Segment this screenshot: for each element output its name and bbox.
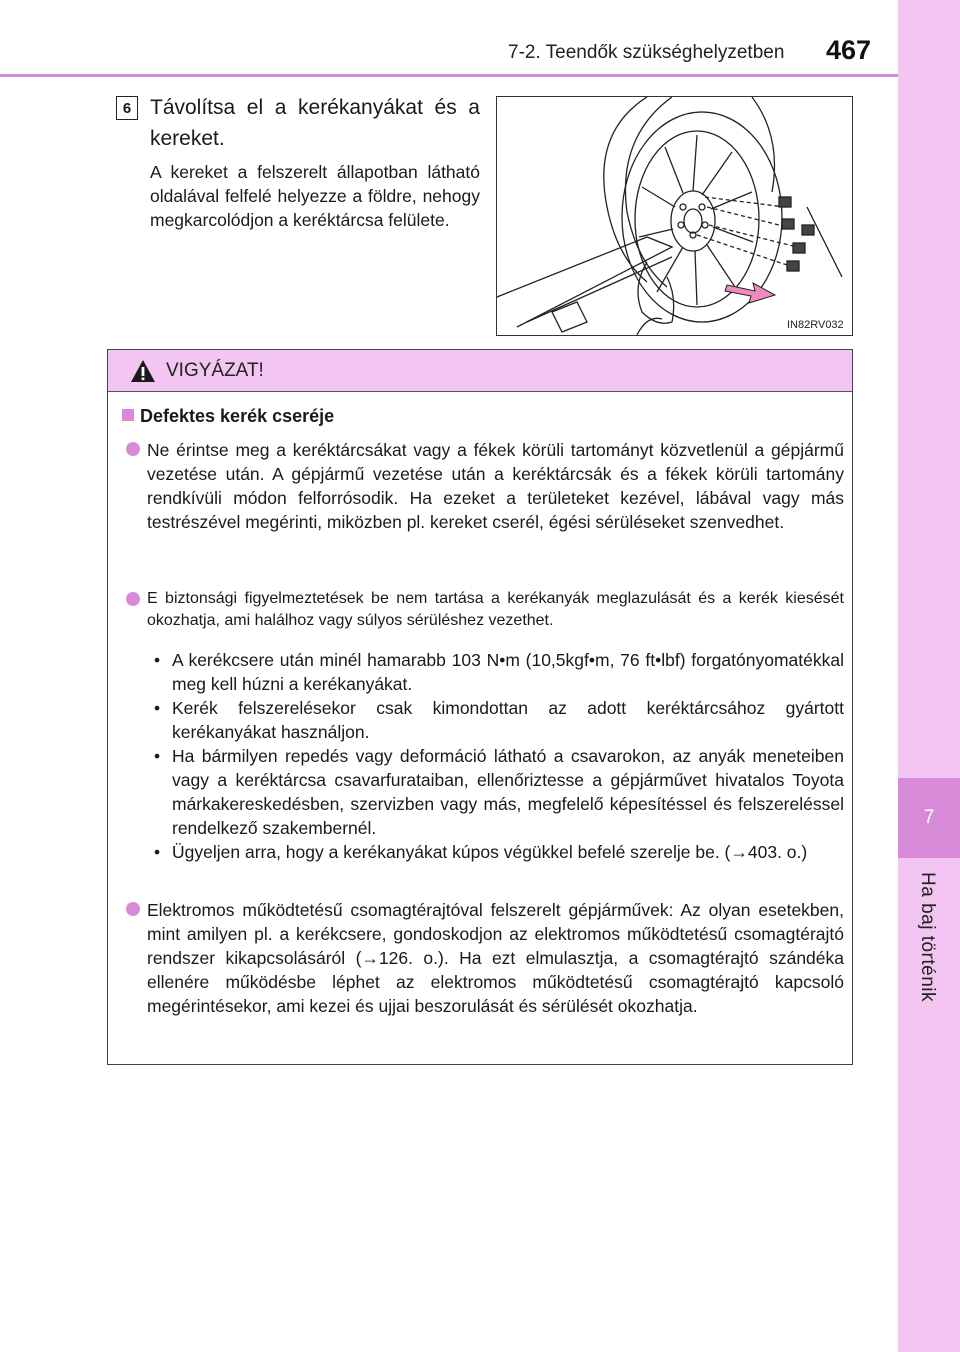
bullet-cracks: • Ha bármilyen repedés vagy deformáció látható a csavarokon, az anyák meneteiben vagy a keréktárcsa csavarfurataiban, ellenőriztesse a gépjárművet hivatalos Toyota márkakereskedésben, szervizben vagy más, megfelelő képesítéssel és felszereléssel rendelkező szakembernél. [146,744,844,840]
bullet-nuts: • Kerék felszerelésekor csak kimondottan az adott keréktárcsához gyártott kerékanyákat használjon. [146,696,844,744]
wheel-illustration-drawing [497,97,852,335]
step-number: 6 [116,96,138,120]
step-text: A kereket a felszerelt állapotban látható oldalával felfelé helyezze a földre, nehogy megkarcolódjon a keréktárcsa felülete. [150,162,480,230]
chapter-title: Ha baj történik [917,872,938,1003]
page-number: 467 [826,35,872,65]
warning-section-title [122,406,334,427]
section-square-icon [122,409,134,421]
warning-header [108,350,852,392]
figure-code: IN82RV032 [787,319,844,331]
warning-box [107,349,853,1065]
warning-item-3: Elektromos működtetésű csomagtérajtóval felszerelt gépjárművek: Az olyan esetekben, mint amilyen pl. a kerékcsere, gondoskodjon az elektromos működtetésű csomagtérajtó rendszer kikapcsolásáról (→126. o.). Ha ezt elmulasztja, a csomagtérajtó szándéka ellenére működésbe léphet az elektromos működtetésű csomagtérajtó kapcsoló megérintésekor, ami kezei és ujjai beszorulását és sérülését okozhatja. [122,898,844,1018]
chapter-sidebar [898,0,960,1352]
warning-triangle-icon [130,359,156,383]
warning-title: VIGYÁZAT! [166,360,264,381]
section-title: 7-2. Teendők szükséghelyzetben [508,42,785,63]
warning-bullet-list [146,648,844,864]
bullet-cone: • Ügyeljen arra, hogy a kerékanyákat kúpos végükkel befelé szerelje be. (→403. o.) [146,840,844,864]
chapter-number-tab[interactable]: 7 [898,778,960,858]
bullet-dot-icon [126,442,140,456]
bullet-dot-icon [126,592,140,606]
bullet-torque: • A kerékcsere után minél hamarabb 103 N•m (10,5kgf•m, 76 ft•lbf) forgatónyomatékkal meg kell húzni a kerékanyákat. [146,648,844,696]
bullet-dot-icon [126,902,140,916]
step-title: Távolítsa el a kerékanyákat és a kereket. [150,96,480,150]
header-divider [0,74,898,77]
warning-section-title-text: Defektes kerék cseréje [140,406,335,426]
wheel-removal-illustration [496,96,853,336]
warning-item-1: Ne érintse meg a keréktárcsákat vagy a fékek körüli tartományt közvetlenül a gépjármű vezetése után. A gépjármű vezetése után a keréktárcsák és a fékek körüli tartomány rendkívüli módon felforrósodik. Ha ezeket a területeket kezével, lábával vagy más testrészével megérinti, miközben pl. kereket cserél, égési sérüléseket szenvedhet. [122,438,844,534]
warning-item-2: E biztonsági figyelmeztetések be nem tartása a kerékanyák meglazulását és a kerék kiesését okozhatja, ami halálhoz vagy súlyos sérüléshez vezethet. [122,588,844,632]
